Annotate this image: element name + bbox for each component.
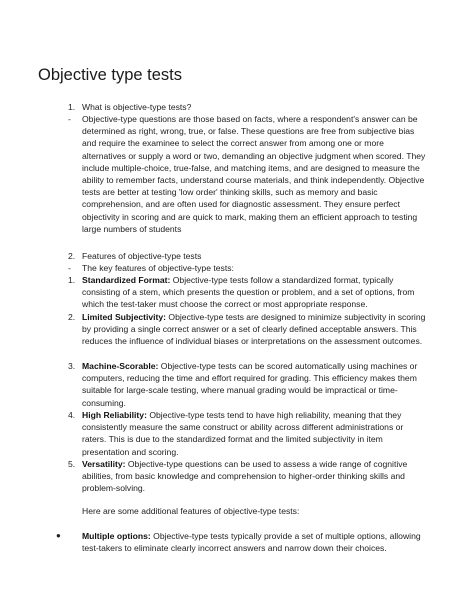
feature-text xyxy=(82,458,428,495)
feature-body: Objective-type questions can be used to assess a wide range of cognitive abilities, from basic knowledge and comprehension to higher-order thinking skills and problem-solving. xyxy=(82,459,408,494)
feature-text xyxy=(82,311,428,348)
feature-label: Machine-Scorable: xyxy=(82,361,159,371)
feature-body: Objective-type tests are designed to minimize subjectivity in scoring by providing a single correct answer or a set of clearly defined acceptable answers. This reduces the influence of individual biases or interpretations on the assessment outcomes. xyxy=(82,312,426,347)
bullet-icon: ● xyxy=(56,531,61,540)
bullet-body: Objective-type tests typically provide a set of multiple options, allowing test-takers to eliminate clearly incorrect answers and narrow down their choices. xyxy=(82,531,421,554)
list-number: 3. xyxy=(68,361,76,371)
feature-body: Objective-type tests can be scored automatically using machines or computers, reducing the time and effort required for grading. This efficiency makes them suitable for large-scale testing, where manual grading would be impractical or time-consuming. xyxy=(82,361,418,408)
question-text: Features of objective-type tests xyxy=(82,251,202,261)
additional-intro: Here are some additional features of objective-type tests: xyxy=(82,506,300,516)
list-number: 2. xyxy=(68,251,76,261)
list-number: 5. xyxy=(68,459,76,469)
intro-text: The key features of objective-type tests: xyxy=(82,263,234,273)
list-number: 1. xyxy=(68,102,76,112)
page-title: Objective type tests xyxy=(38,66,182,84)
feature-label: Limited Subjectivity: xyxy=(82,312,167,322)
feature-text xyxy=(82,360,428,409)
dash-marker: - xyxy=(68,114,71,124)
feature-text xyxy=(82,274,428,311)
dash-marker: - xyxy=(68,263,71,273)
bullet-text xyxy=(82,530,422,554)
answer-paragraph: Objective-type questions are those based on facts, where a respondent's answer can be determined as right, wrong, true, or false. These questions are free from subjective bias and require the examinee to select the correct answer from among one or more alternatives or supply a word or two, demanding an objective judgment when scored. They include multiple-choice, true-false, and matching items, and are designed to measure the ability to remember facts, understand course materials, and think independently. Objective tests are better at testing 'low order' thinking skills, such as memory and basic comprehension, and are often used for diagnostic assessment. They ensure perfect objectivity in scoring and are quick to mark, making them an efficient approach to testing large numbers of students xyxy=(82,114,426,234)
list-number: 1. xyxy=(68,275,76,285)
bullet-label: Multiple options: xyxy=(82,531,151,541)
feature-body: Objective-type tests tend to have high reliability, meaning that they consistently measure the same construct or ability across different administrations or raters. This is due to the standardized format and the limited subjectivity in item presentation and scoring. xyxy=(82,410,404,457)
feature-text xyxy=(82,409,428,458)
list-number: 4. xyxy=(68,410,76,420)
question-text: What is objective-type tests? xyxy=(82,102,192,112)
feature-label: Standardized Format: xyxy=(82,275,171,285)
feature-label: High Reliability: xyxy=(82,410,147,420)
list-number: 2. xyxy=(68,312,76,322)
feature-label: Versatility: xyxy=(82,459,126,469)
feature-body: Objective-type tests follow a standardized format, typically consisting of a stem, which presents the question or problem, and a set of options, from which the test-taker must choose the correct or most appropriate response. xyxy=(82,275,415,310)
